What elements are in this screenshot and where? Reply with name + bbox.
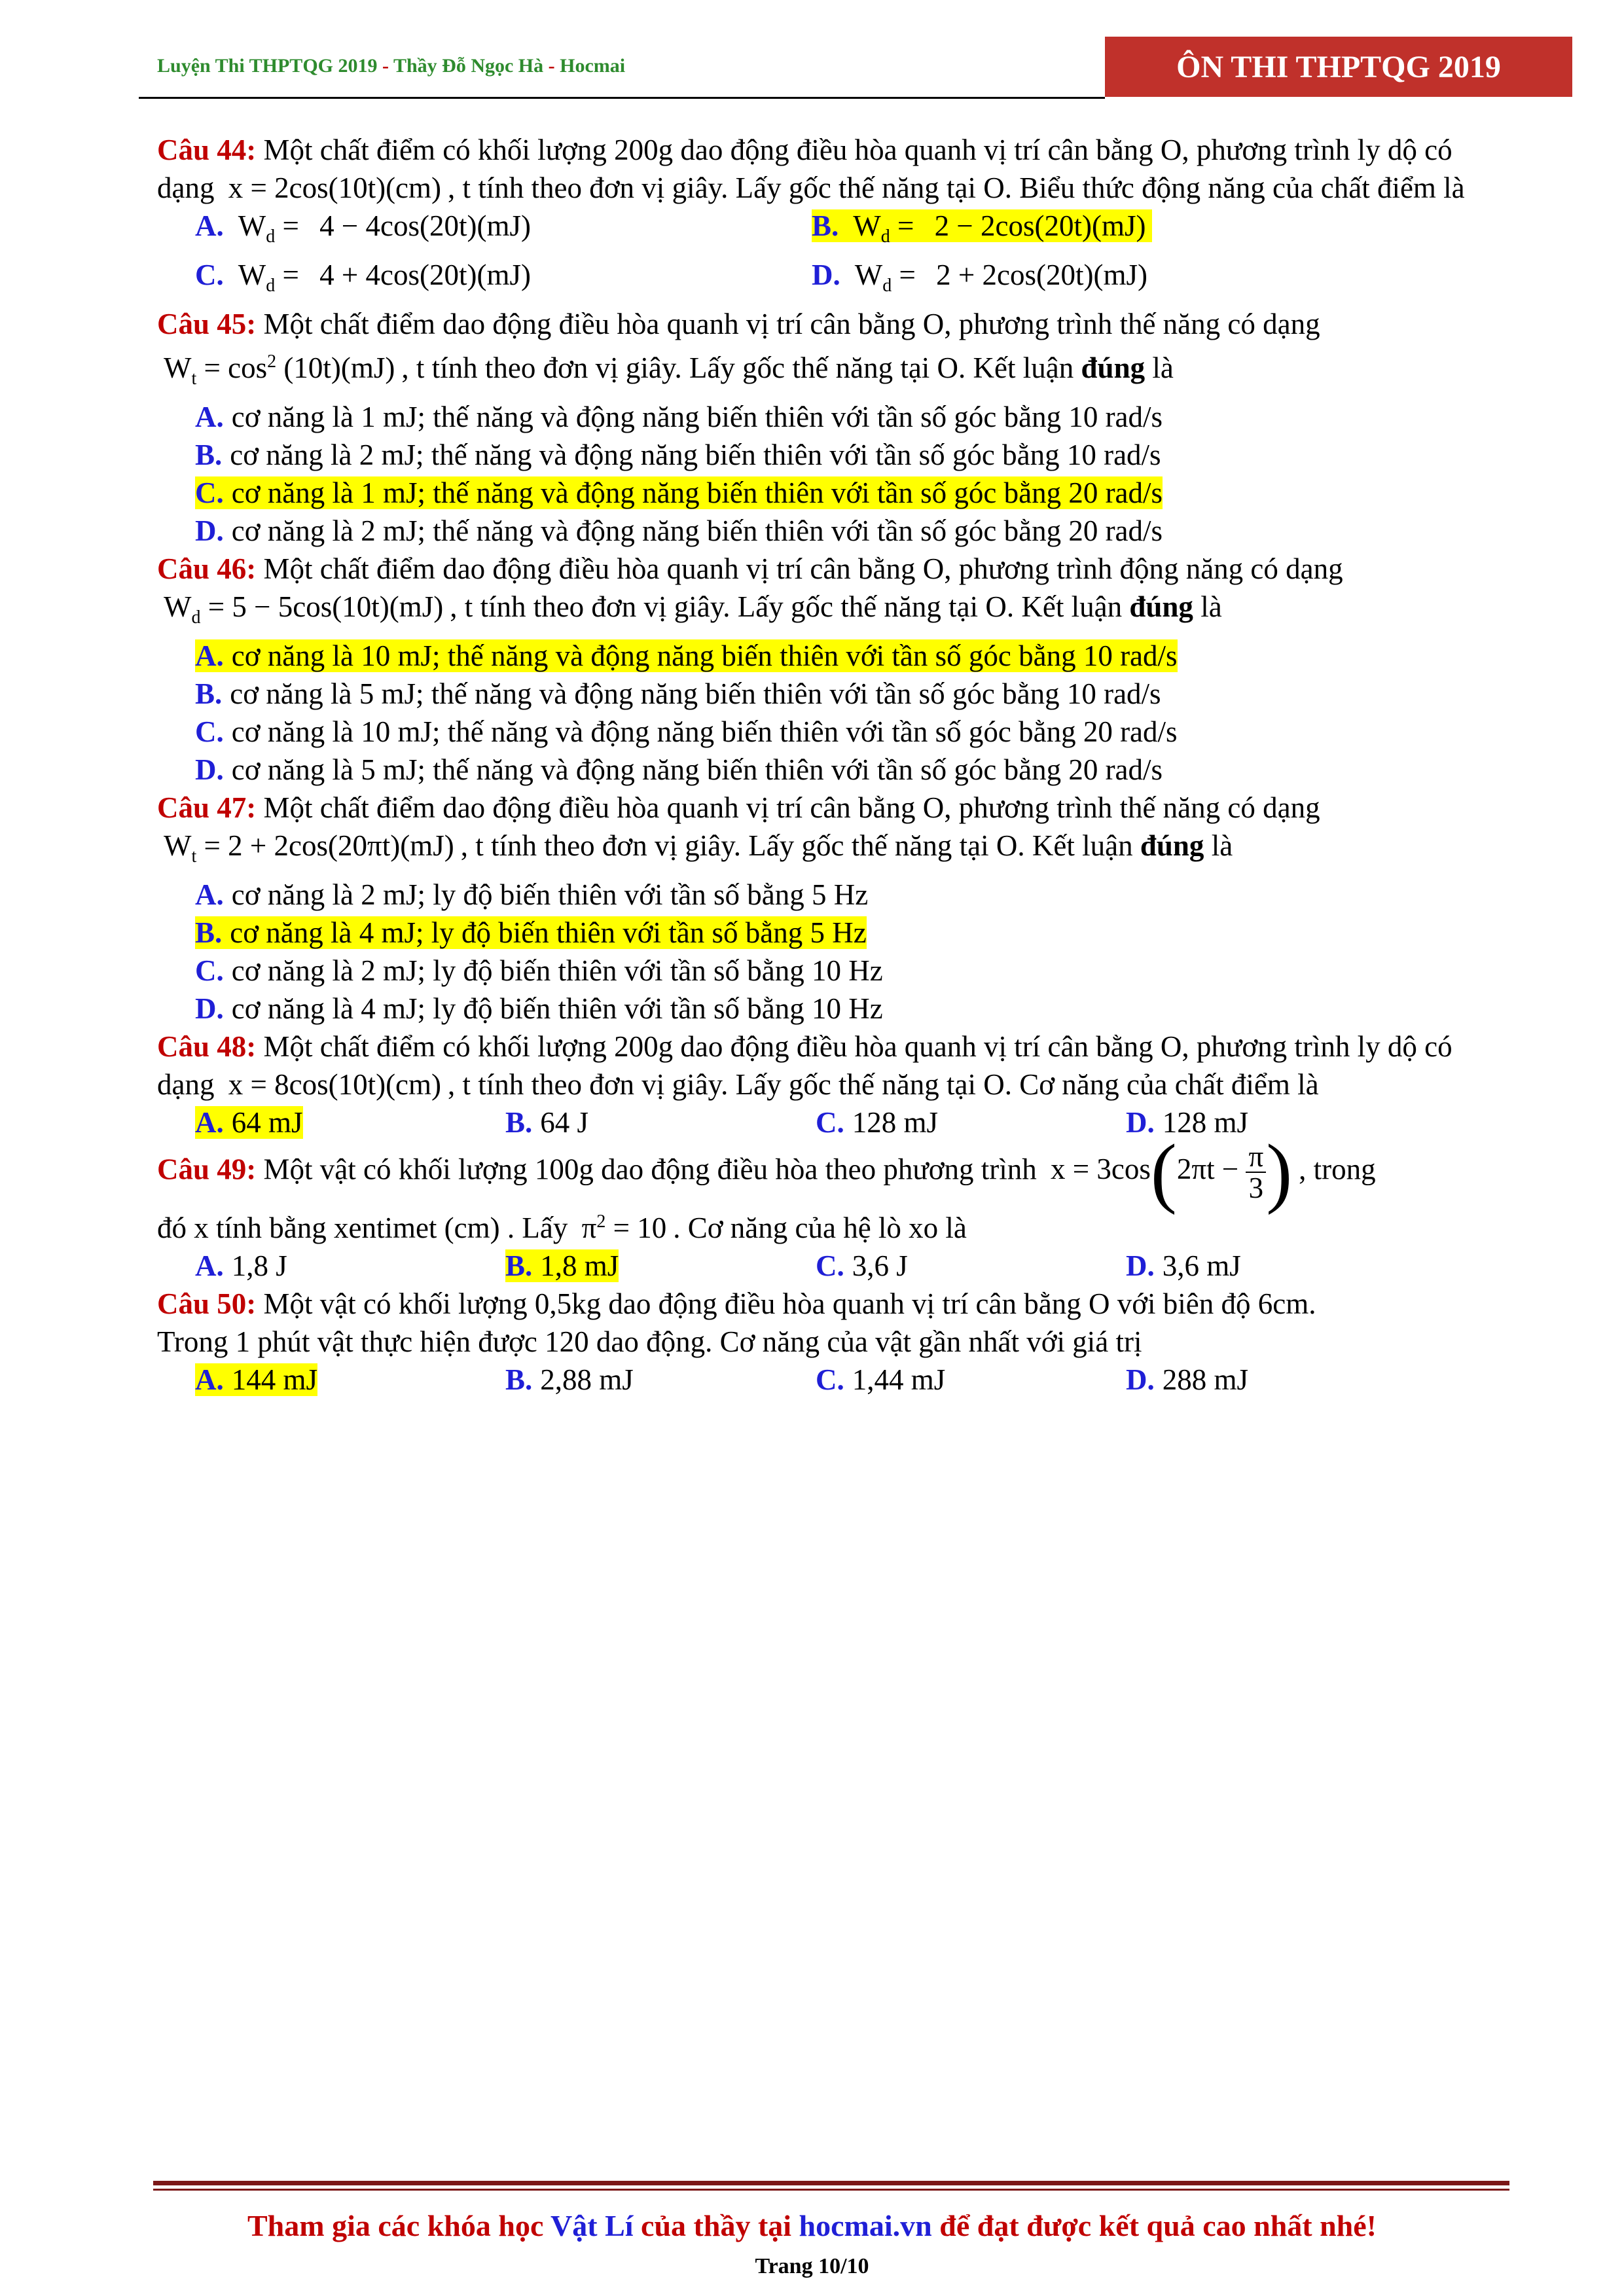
- option-a[interactable]: A. cơ năng là 2 mJ; ly độ biến thiên với tần số bằng 5 Hz: [195, 878, 869, 911]
- option-c[interactable]: C. 128 mJ: [816, 1106, 939, 1139]
- option-c[interactable]: C. 1,44 mJ: [816, 1363, 946, 1396]
- option-c[interactable]: C. 3,6 J: [816, 1249, 908, 1282]
- option-d[interactable]: D. cơ năng là 5 mJ; thế năng và động năng biến thiên với tần số góc bằng 20 rad/s: [195, 753, 1163, 786]
- answer-options: [157, 876, 1492, 1028]
- emphasis: đúng: [1140, 829, 1204, 862]
- option-letter: C.: [195, 259, 224, 291]
- option-b[interactable]: B. cơ năng là 5 mJ; thế năng và động năng biến thiên với tần số góc bằng 10 rad/s: [195, 677, 1161, 710]
- question-label: Câu 50:: [157, 1287, 257, 1320]
- question-text: đó x tính bằng xentimet (cm) . Lấy: [157, 1211, 568, 1244]
- header-teacher: Thầy Đỗ Ngọc Hà: [393, 55, 544, 77]
- question-text: , t tính theo đơn vị giây. Lấy gốc thế năng tại O. Kết luận: [450, 590, 1130, 623]
- question-text: Trong 1 phút vật thực hiện được 120 dao động. Cơ năng của vật gần nhất với giá trị: [157, 1325, 1142, 1358]
- option-c[interactable]: C. cơ năng là 1 mJ; thế năng và động năng biến thiên với tần số góc bằng 20 rad/s: [195, 476, 1163, 509]
- question-50: [157, 1285, 1492, 1399]
- answer-options: [157, 207, 1492, 305]
- equation: x = 8cos(10t)(cm): [228, 1068, 442, 1101]
- fraction: $\frac{\pi}{3}$: [1246, 1141, 1266, 1203]
- question-text: , t tính theo đơn vị giây. Lấy gốc thế năng tại O. Cơ năng của chất điểm là: [448, 1068, 1319, 1101]
- option-b[interactable]: B. 1,8 mJ: [505, 1249, 619, 1282]
- option-c[interactable]: C. cơ năng là 2 mJ; ly độ biến thiên với tần số bằng 10 Hz: [195, 954, 883, 987]
- header-course: Luyện Thi THPTQG 2019: [157, 55, 378, 77]
- question-text: , t tính theo đơn vị giây. Lấy gốc thế năng tại O. Kết luận: [401, 351, 1081, 384]
- question-text: Một chất điểm dao động điều hòa quanh vị trí cân bằng O, phương trình động năng có dạng: [256, 552, 1343, 585]
- question-46: [157, 550, 1492, 789]
- question-text: Một vật có khối lượng 0,5kg dao động điều hòa quanh vị trí cân bằng O với biên độ 6cm.: [256, 1287, 1316, 1320]
- option-b[interactable]: B. $W_d = 2 - 2\cos(20t)(mJ)$: [812, 207, 1428, 256]
- answer-options: [157, 1247, 1492, 1285]
- option-a[interactable]: A. $W_d = 4 - 4\cos(20t)(mJ)$: [195, 209, 531, 247]
- option-a[interactable]: A. cơ năng là 1 mJ; thế năng và động năng biến thiên với tần số góc bằng 10 rad/s: [195, 401, 1163, 433]
- header-sep-1: -: [377, 55, 393, 77]
- question-label: Câu 44:: [157, 134, 257, 166]
- question-47-stem: Câu 47: Một chất điểm dao động điều hòa quanh vị trí cân bằng O, phương trình thế năng có dạng $W_t = 2 + 2\cos(20\pi t)(mJ)$ , t tính theo đơn vị giây. Lấy gốc thế năng tại O. Kết luận đúng là: [157, 791, 1320, 867]
- question-48: [157, 1028, 1492, 1141]
- option-b[interactable]: B. cơ năng là 2 mJ; thế năng và động năng biến thiên với tần số góc bằng 10 rad/s: [195, 439, 1161, 471]
- footer-promo: Tham gia các khóa học Vật Lí của thầy tại hocmai.vn để đạt được kết quả cao nhất nhé!: [247, 2209, 1377, 2242]
- option-d[interactable]: D. 128 mJ: [1126, 1106, 1249, 1139]
- option-d[interactable]: D. cơ năng là 2 mJ; thế năng và động năng biến thiên với tần số góc bằng 20 rad/s: [195, 514, 1163, 547]
- footer-subject: Vật Lí: [550, 2209, 634, 2242]
- question-text: . Cơ năng của hệ lò xo là: [673, 1211, 967, 1244]
- option-d[interactable]: D. cơ năng là 4 mJ; ly độ biến thiên với tần số bằng 10 Hz: [195, 992, 883, 1025]
- option-equation: 2 − 2cos(20t)(mJ): [934, 209, 1146, 242]
- emphasis: đúng: [1129, 590, 1193, 623]
- option-a[interactable]: A. cơ năng là 10 mJ; thế năng và động năng biến thiên với tần số góc bằng 10 rad/s: [195, 639, 1178, 672]
- header-site: Hocmai: [560, 55, 626, 77]
- question-text: Một chất điểm có khối lượng 200g dao động điều hòa quanh vị trí cân bằng O, phương trình ly dộ có dạng: [157, 1030, 1453, 1101]
- question-46-stem: Câu 46: Một chất điểm dao động điều hòa quanh vị trí cân bằng O, phương trình động năng có dạng $W_d = 5 - 5\cos(10t)(mJ)$ , t tính theo đơn vị giây. Lấy gốc thế năng tại O. Kết luận đúng là: [157, 552, 1343, 628]
- equation: x = 2cos(10t)(cm): [228, 171, 442, 204]
- document-body: [157, 131, 1492, 1399]
- answer-options: [157, 398, 1492, 550]
- option-c[interactable]: C. cơ năng là 10 mJ; thế năng và động năng biến thiên với tần số góc bằng 20 rad/s: [195, 715, 1178, 748]
- option-a[interactable]: A. 1,8 J: [195, 1249, 287, 1282]
- question-text: Một chất điểm có khối lượng 200g dao động điều hòa quanh vị trí cân bằng O, phương trình ly dộ có dạng: [157, 134, 1453, 204]
- option-d[interactable]: D. $W_d = 2 + 2\cos(20t)(mJ)$: [812, 259, 1147, 296]
- question-44: [157, 131, 1492, 305]
- header-divider: [139, 97, 1105, 99]
- option-d[interactable]: D. 288 mJ: [1126, 1363, 1249, 1396]
- question-text: Một chất điểm dao động điều hòa quanh vị trí cân bằng O, phương trình thế năng có dạng: [256, 308, 1320, 340]
- question-50-stem: [157, 1285, 1492, 1361]
- page-number: Trang 10/10: [755, 2254, 869, 2278]
- answer-options: [157, 637, 1492, 789]
- option-a[interactable]: A. 64 mJ: [195, 1106, 303, 1139]
- equation: x = 3cos(2πt − $\frac{\pi}{3}$ ): [1051, 1128, 1293, 1215]
- option-c[interactable]: C. $W_d = 4 + 4\cos(20t)(mJ)$: [195, 259, 531, 296]
- option-a[interactable]: A. 144 mJ: [195, 1363, 318, 1396]
- option-letter: A.: [195, 209, 224, 242]
- emphasis: đúng: [1081, 351, 1146, 384]
- header-badge: ÔN THI THPTQG 2019: [1105, 37, 1572, 97]
- question-49-stem: [157, 1128, 1492, 1215]
- header-title: [157, 55, 625, 77]
- equation: $W_t = 2 + 2\cos(20\pi t)(mJ)$: [164, 829, 454, 867]
- question-44-stem: [157, 131, 1492, 207]
- option-b[interactable]: B. 64 J: [505, 1106, 589, 1139]
- equation: $W_t = \cos^2 (10t)(mJ)$: [164, 351, 395, 389]
- question-47: [157, 789, 1492, 1028]
- option-equation: 2 + 2cos(20t)(mJ): [936, 259, 1147, 291]
- option-b[interactable]: B. 2,88 mJ: [505, 1363, 634, 1396]
- equation: $\pi^2 = 10$: [581, 1211, 667, 1244]
- header-sep-2: -: [543, 55, 560, 77]
- question-label: Câu 45:: [157, 308, 257, 340]
- question-text: , t tính theo đơn vị giây. Lấy gốc thế năng tại O. Kết luận: [460, 829, 1140, 862]
- option-b[interactable]: B. cơ năng là 4 mJ; ly độ biến thiên với tần số bằng 5 Hz: [195, 916, 867, 949]
- option-d[interactable]: D. 3,6 mJ: [1126, 1249, 1241, 1282]
- question-text: Một chất điểm dao động điều hòa quanh vị trí cân bằng O, phương trình thế năng có dạng: [256, 791, 1320, 824]
- question-48-stem: [157, 1028, 1492, 1103]
- question-text: , t tính theo đơn vị giây. Lấy gốc thế năng tại O. Biểu thức động năng của chất điểm là: [448, 171, 1465, 204]
- footer-divider: [153, 2181, 1509, 2185]
- equation: $W_d = 5 - 5\cos(10t)(mJ)$: [164, 590, 444, 628]
- question-45: [157, 305, 1492, 550]
- option-equation: 4 + 4cos(20t)(mJ): [319, 259, 531, 291]
- option-letter: D.: [812, 259, 840, 291]
- question-label: Câu 48:: [157, 1030, 257, 1063]
- option-equation: 4 − 4cos(20t)(mJ): [319, 209, 531, 242]
- question-text: , trong: [1299, 1153, 1376, 1186]
- footer-divider-thin: [153, 2189, 1509, 2191]
- question-text: Một vật có khối lượng 100g dao động điều hòa theo phương trình: [256, 1153, 1037, 1186]
- question-49: [157, 1128, 1492, 1285]
- question-label: Câu 47:: [157, 791, 257, 824]
- option-letter: B.: [812, 209, 839, 242]
- question-label: Câu 49:: [157, 1153, 257, 1186]
- question-45-stem: Câu 45: Một chất điểm dao động điều hòa quanh vị trí cân bằng O, phương trình thế năng có dạng $W_t = \cos^2 (10t)(mJ)$ , t tính theo đơn vị giây. Lấy gốc thế năng tại O. Kết luận đúng là: [157, 308, 1320, 389]
- footer-link[interactable]: hocmai.vn: [799, 2209, 932, 2242]
- question-label: Câu 46:: [157, 552, 257, 585]
- answer-options: [157, 1361, 1492, 1399]
